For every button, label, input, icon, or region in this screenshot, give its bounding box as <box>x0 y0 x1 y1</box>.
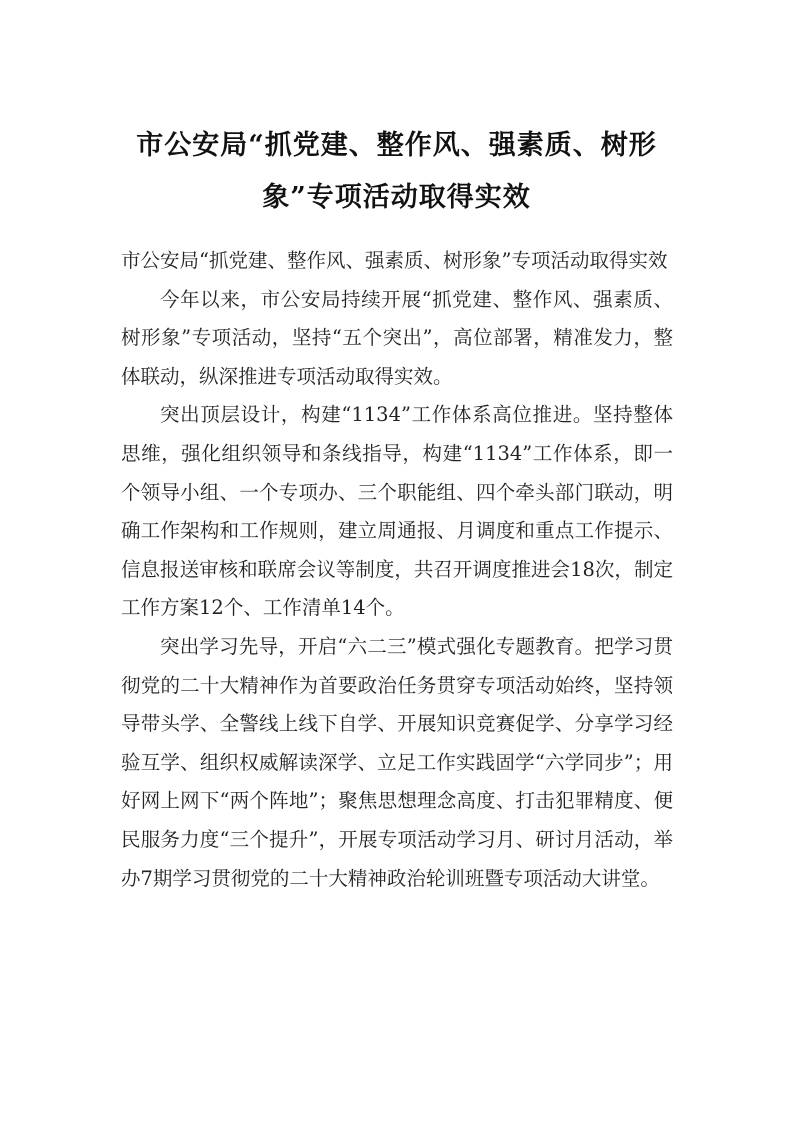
document-title: 市公安局“抓党建、整作风、强素质、树形象”专项活动取得实效 <box>136 130 657 213</box>
document-body <box>121 242 673 898</box>
study-paragraph: 突出学习先导，开启“六二三”模式强化专题教育。把学习贯彻党的二十大精神作为首要政治任务贯穿专项活动始终，坚持领导带头学、全警线上线下自学、开展知识竞赛促学、分享学习经验互学、组织权威解读深学、立足工作实践固学“六学同步”；用好网上网下“两个阵地”；聚焦思想理念高度、打击犯罪精度、便民服务力度“三个提升”，开展专项活动学习月、研讨月活动，举办7期学习贯彻党的二十大精神政治轮训班暨专项活动大讲堂。 <box>121 634 673 890</box>
design-paragraph: 突出顶层设计，构建“1134”工作体系高位推进。坚持整体思维，强化组织领导和条线指导，构建“1134”工作体系，即一个领导小组、一个专项办、三个职能组、四个牵头部门联动，明确工作架构和工作规则，建立周通报、月调度和重点工作提示、信息报送审核和联席会议等制度，共召开调度推进会18次，制定工作方案12个、工作清单14个。 <box>121 403 673 620</box>
subtitle-paragraph: 市公安局“抓党建、整作风、强素质、树形象”专项活动取得实效 <box>121 249 668 272</box>
intro-paragraph: 今年以来，市公安局持续开展“抓党建、整作风、强素质、树形象”专项活动，坚持“五个突出”，高位部署，精准发力，整体联动，纵深推进专项活动取得实效。 <box>121 287 673 388</box>
